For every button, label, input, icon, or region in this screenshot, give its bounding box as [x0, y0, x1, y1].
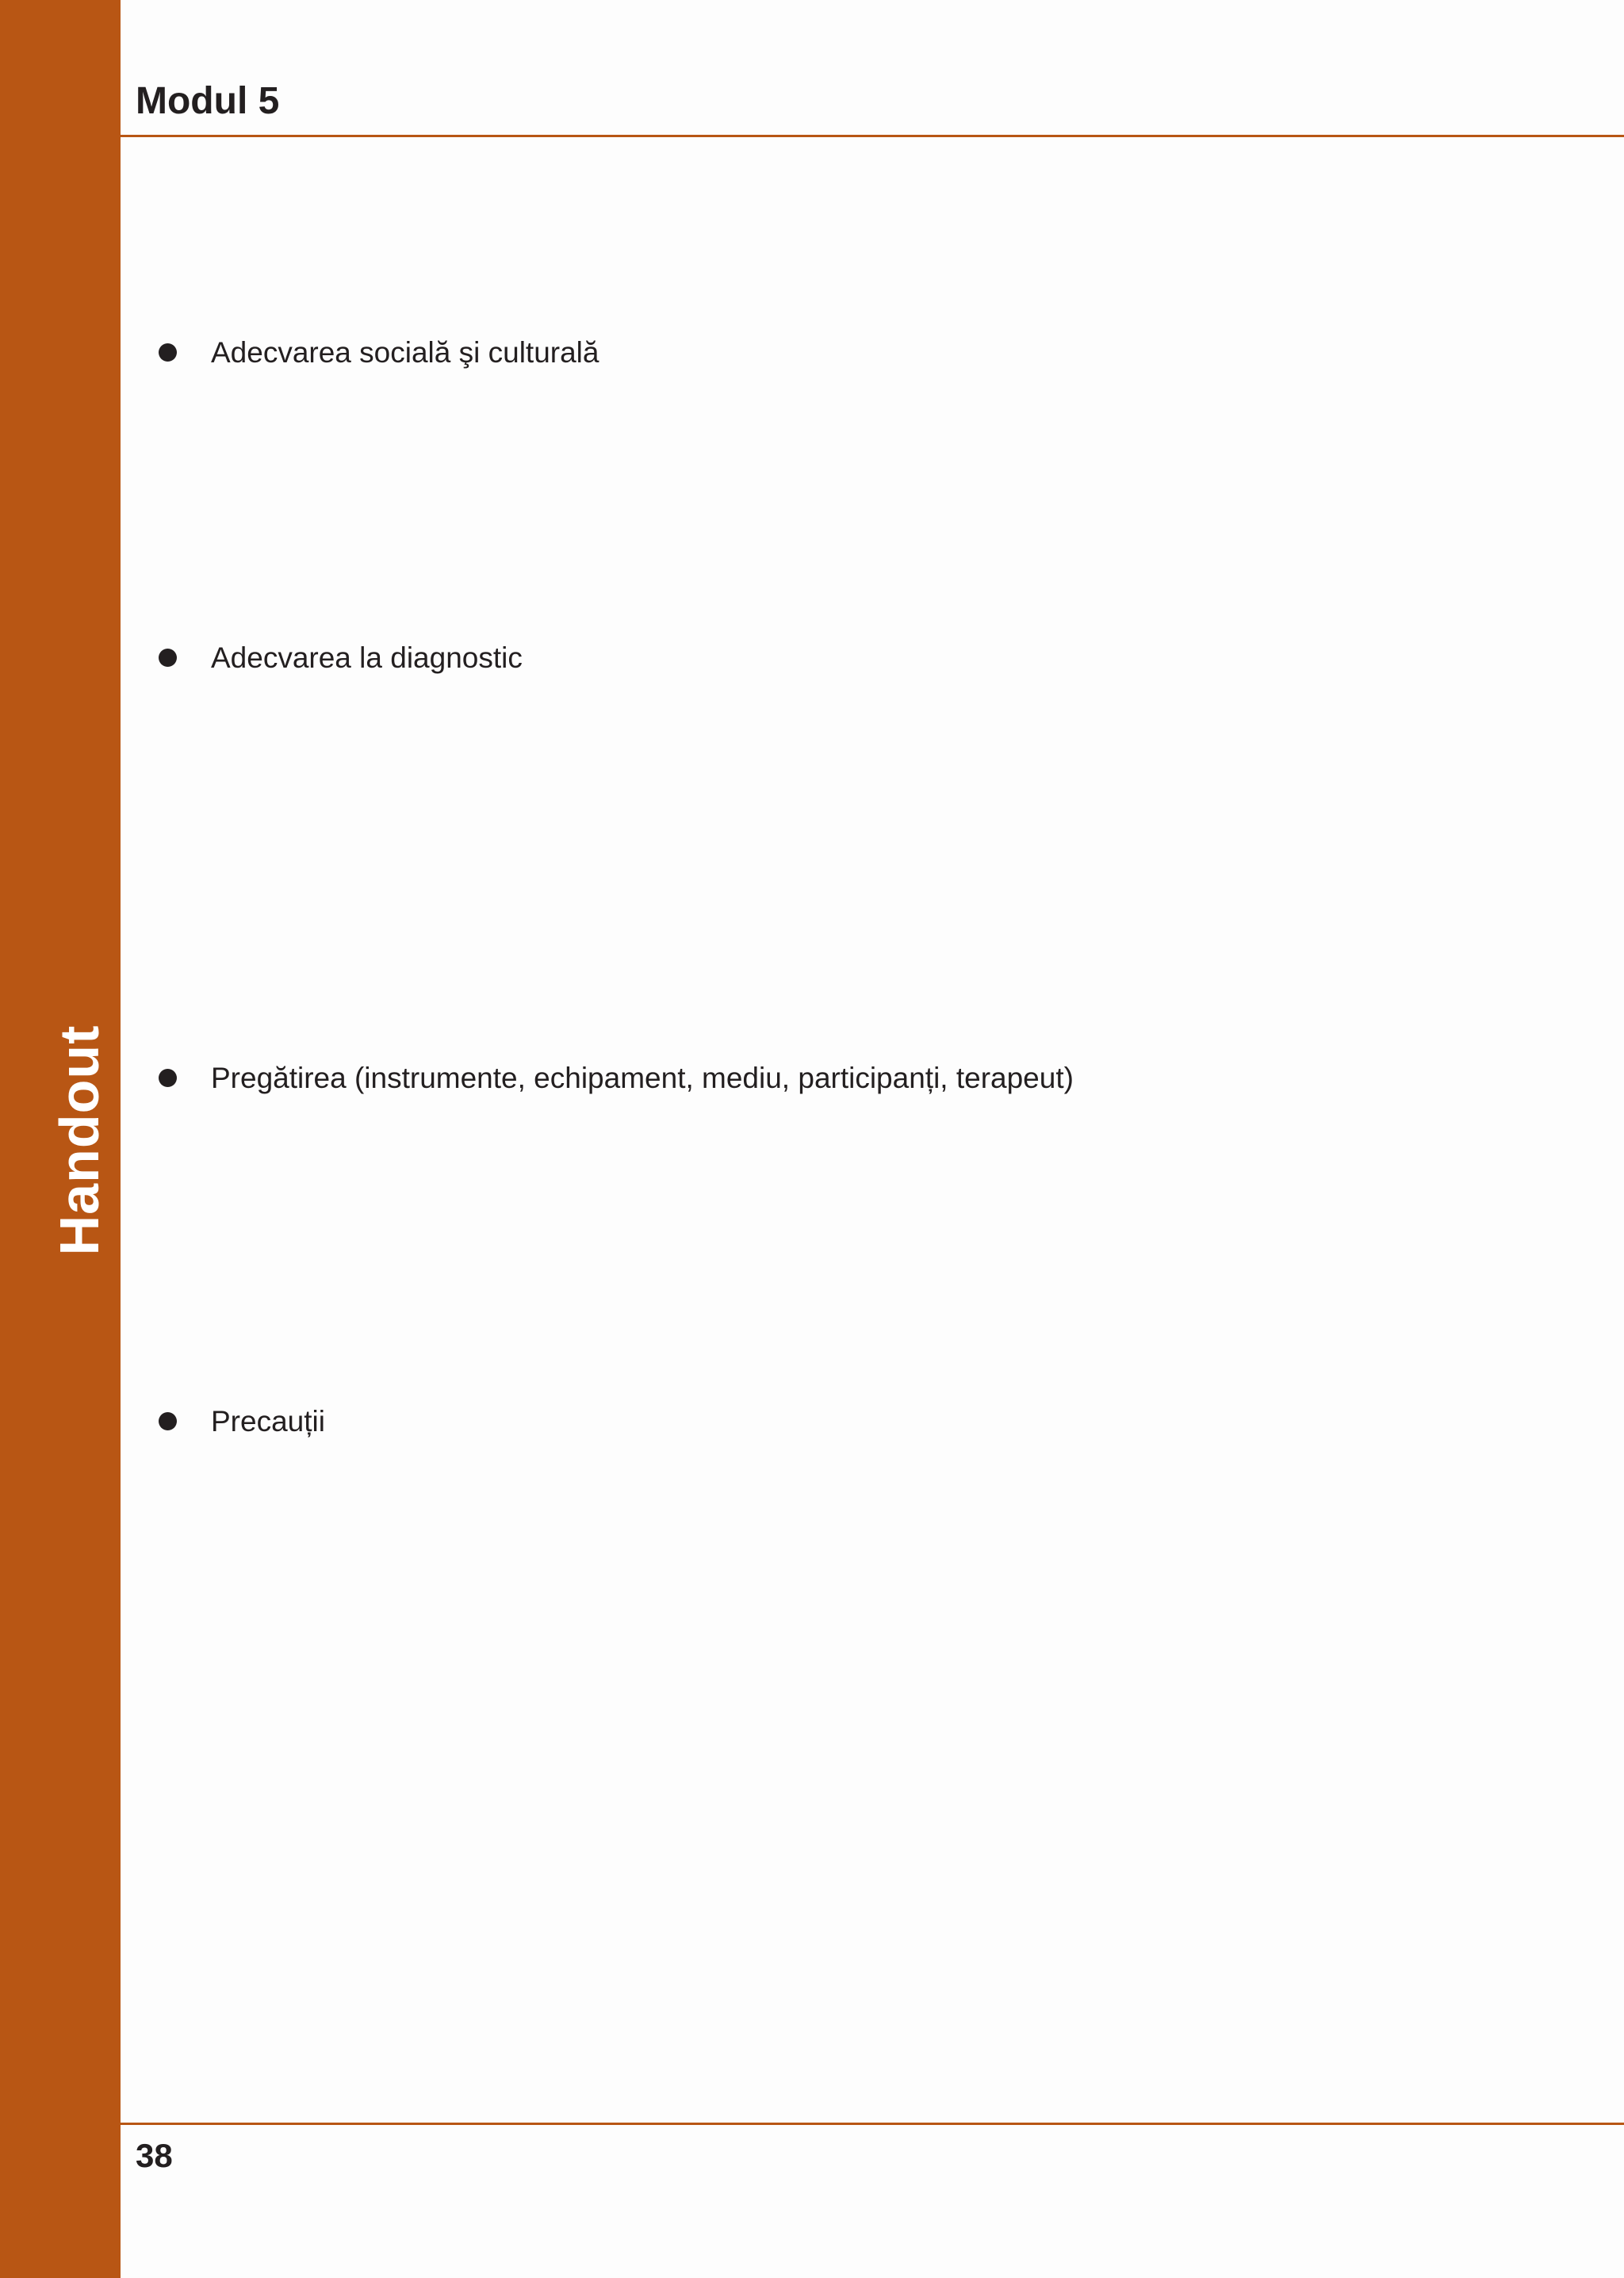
bullet-icon	[159, 1069, 177, 1087]
footer-divider	[121, 2123, 1624, 2125]
list-item-text: Pregătirea (instrumente, echipament, mediu, participanți, terapeut)	[211, 1061, 1074, 1094]
bullet-icon	[159, 1412, 177, 1430]
list-item	[159, 637, 523, 677]
bullet-icon	[159, 649, 177, 667]
bullet-icon	[159, 343, 177, 362]
handout-side-label: Handout	[48, 1024, 110, 1256]
header-divider	[121, 135, 1624, 137]
list-item	[159, 1401, 325, 1441]
list-item	[159, 1058, 1074, 1097]
list-item	[159, 332, 599, 372]
list-item-text: Adecvarea socială şi culturală	[211, 335, 599, 369]
list-item-text: Adecvarea la diagnostic	[211, 641, 523, 674]
page-title: Modul 5	[136, 80, 280, 122]
page-number: 38	[136, 2137, 173, 2174]
list-item-text: Precauții	[211, 1404, 325, 1438]
